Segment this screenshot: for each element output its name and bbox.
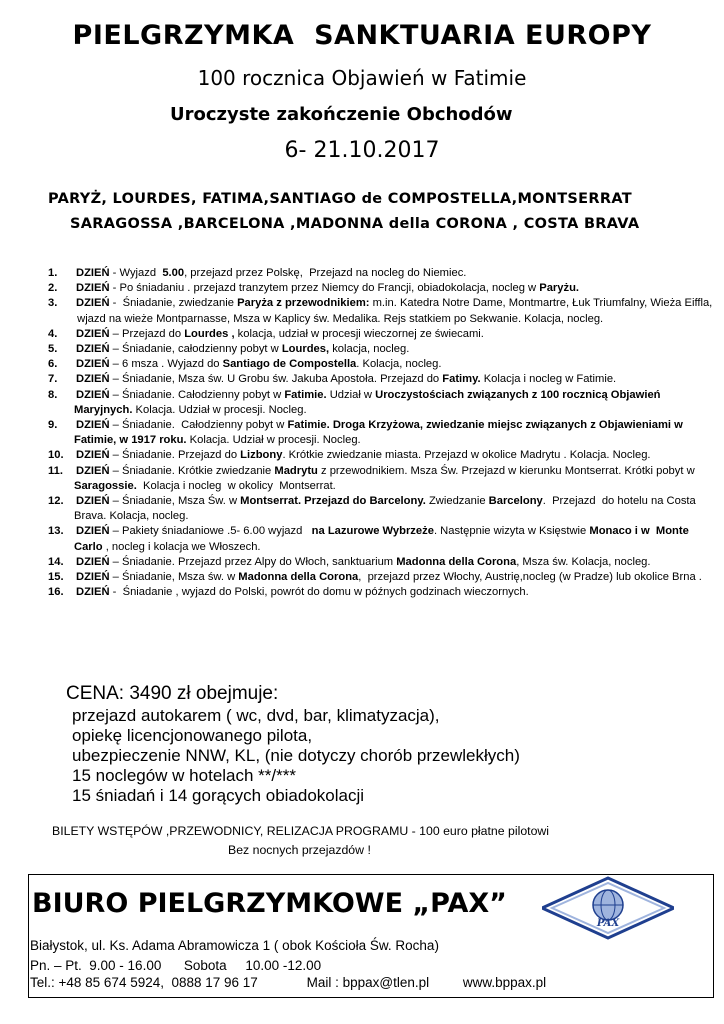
office-hours: Pn. – Pt. 9.00 - 16.00 Sobota 10.00 -12.00 (30, 958, 322, 973)
trip-dates: 6- 21.10.2017 (284, 138, 440, 163)
office-name: BIURO PIELGRZYMKOWE „PAX” (32, 888, 507, 919)
itinerary-day (48, 418, 720, 448)
day-number: 14. (48, 555, 64, 568)
day-number: 1. (48, 267, 58, 279)
day-number: 3. (48, 297, 58, 310)
day-description: – Śniadanie. Całodzienny pobyt w Fatimie. Udział w Uroczystościach związanych z 100 rocznicą Objawień Maryjnych. Kolacja. Udział w procesji. Nocleg. (74, 388, 661, 416)
itinerary-day (48, 266, 720, 281)
day-number: 6. (48, 358, 58, 371)
day-description: – Śniadanie, Msza św. U Grobu św. Jakuba Apostoła. Przejazd do Fatimy. Kolacja i nocleg w Fatimie. (109, 373, 617, 386)
page-subtitle-2: Uroczyste zakończenie Obchodów (170, 104, 513, 125)
day-label: DZIEŃ (76, 464, 110, 477)
itinerary-day (48, 524, 720, 554)
itinerary-day (48, 327, 720, 342)
itinerary-day (48, 555, 720, 570)
price-item: 15 śniadań i 14 gorących obiadokolacji (72, 786, 365, 805)
price-item: ubezpieczenie NNW, KL, (nie dotyczy chorób przewlekłych) (72, 746, 520, 765)
itinerary-day (48, 357, 720, 372)
route-line-2: SARAGOSSA ,BARCELONA ,MADONNA della CORONA , COSTA BRAVA (70, 216, 640, 232)
day-description: - Śniadanie, zwiedzanie Paryża z przewodnikiem: m.in. Katedra Notre Dame, Montmartre, Łuk Triumfalny, Wieża Eiffla, wjazd na wieże Montparnasse, Msza w Kaplicy św. Medalika. Rejs statkiem po Sekwanie. Kolacja, nocleg. (74, 297, 713, 325)
itinerary-day (48, 570, 720, 585)
day-label: DZIEŃ (76, 449, 110, 462)
day-label: DZIEŃ (76, 525, 110, 538)
day-description: – Śniadanie. Krótkie zwiedzanie Madrytu z przewodnikiem. Msza Św. Przejazd w kierunku Montserrat. Krótki pobyt w Saragossie. Kolacja i nocleg w okolicy Montserrat. (74, 464, 695, 492)
day-label: DZIEŃ (76, 571, 110, 584)
itinerary-day (48, 585, 720, 600)
day-description: – Śniadanie, Msza św. w Madonna della Corona, przejazd przez Włochy, Austrię,nocleg (w Pradze) lub okolice Brna . (109, 571, 702, 584)
office-contact: Tel.: +48 85 674 5924, 0888 17 96 17 Mail : bppax@tlen.pl www.bppax.pl (30, 975, 547, 990)
day-label: DZIEŃ (76, 327, 110, 340)
itinerary-day (48, 464, 720, 494)
day-number: 5. (48, 343, 58, 356)
day-number: 12. (48, 495, 64, 508)
day-label: DZIEŃ (76, 267, 110, 279)
day-number: 15. (48, 571, 64, 584)
price-section (66, 683, 520, 806)
day-number: 4. (48, 327, 58, 340)
day-number: 7. (48, 373, 58, 386)
day-description: - Wyjazd 5.00, przejazd przez Polskę, Przejazd na nocleg do Niemiec. (109, 267, 467, 279)
pax-logo (542, 876, 674, 940)
day-label: DZIEŃ (76, 586, 110, 599)
itinerary-list (48, 266, 720, 600)
day-number: 10. (48, 449, 64, 462)
day-label: DZIEŃ (76, 388, 110, 401)
itinerary-day (48, 388, 720, 418)
itinerary-day (48, 494, 720, 524)
day-description: - Śniadanie , wyjazd do Polski, powrót do domu w późnych godzinach wieczornych. (109, 586, 529, 599)
day-number: 2. (48, 282, 58, 295)
day-label: DZIEŃ (76, 358, 110, 371)
day-description: – Pakiety śniadaniowe .5- 6.00 wyjazd na Lazurowe Wybrzeże. Następnie wizyta w Księstwie Monaco i w Monte Carlo , nocleg i kolacja we Włoszech. (74, 525, 689, 553)
price-heading: CENA: 3490 zł obejmuje: (66, 683, 279, 704)
itinerary-day (48, 296, 720, 326)
day-description: – 6 msza . Wyjazd do Santiago de Compostella. Kolacja, nocleg. (109, 358, 442, 371)
day-label: DZIEŃ (76, 419, 110, 432)
itinerary-day (48, 342, 720, 357)
day-description: – Śniadanie, całodzienny pobyt w Lourdes, kolacja, nocleg. (109, 343, 410, 356)
day-label: DZIEŃ (76, 343, 110, 356)
day-number: 13. (48, 525, 64, 538)
page-title: PIELGRZYMKA SANKTUARIA EUROPY (72, 20, 652, 51)
itinerary-day (48, 448, 720, 463)
day-description: - Po śniadaniu . przejazd tranzytem przez Niemcy do Francji, obiadokolacja, nocleg w Paryżu. (109, 282, 580, 295)
day-number: 9. (48, 419, 58, 432)
day-label: DZIEŃ (76, 373, 110, 386)
day-number: 8. (48, 388, 58, 401)
day-label: DZIEŃ (76, 495, 110, 508)
day-number: 16. (48, 586, 64, 599)
day-description: – Przejazd do Lourdes , kolacja, udział w procesji wieczornej ze świecami. (109, 327, 484, 340)
extra-costs-note: BILETY WSTĘPÓW ,PRZEWODNICY, RELIZACJA PROGRAMU - 100 euro płatne pilotowi (52, 824, 550, 838)
page-subtitle: 100 rocznica Objawień w Fatimie (197, 66, 527, 90)
logo-text: PAX (596, 918, 620, 929)
day-description: – Śniadanie. Przejazd przez Alpy do Włoch, sanktuarium Madonna della Corona, Msza św. Kolacja, nocleg. (109, 555, 651, 568)
day-description: – Śniadanie. Przejazd do Lizbony. Krótkie zwiedzanie miasta. Przejazd w okolice Madrytu . Kolacja. Nocleg. (109, 449, 651, 462)
route-line-1: PARYŻ, LOURDES, FATIMA,SANTIAGO de COMPOSTELLA,MONTSERRAT (48, 191, 632, 207)
day-label: DZIEŃ (76, 297, 110, 310)
itinerary-day (48, 372, 720, 387)
no-night-travel-note: Bez nocnych przejazdów ! (228, 843, 371, 857)
price-item: 15 noclegów w hotelach **/*** (72, 766, 296, 785)
itinerary-day (48, 281, 720, 296)
price-item: opiekę licencjonowanego pilota, (72, 726, 313, 745)
office-address: Białystok, ul. Ks. Adama Abramowicza 1 ( obok Kościoła Św. Rocha) (30, 938, 439, 953)
price-item: przejazd autokarem ( wc, dvd, bar, klimatyzacja), (72, 706, 440, 725)
day-number: 11. (48, 464, 63, 477)
day-description: – Śniadanie, Msza Św. w Montserrat. Przejazd do Barcelony. Zwiedzanie Barcelony. Przejazd do hotelu na Costa Brava. Kolacja, nocleg. (74, 495, 696, 523)
day-label: DZIEŃ (76, 555, 110, 568)
day-label: DZIEŃ (76, 282, 110, 295)
day-description: – Śniadanie. Całodzienny pobyt w Fatimie. Droga Krzyżowa, zwiedzanie miejsc związanych z Objawieniami w Fatimie, w 1917 roku. Kolacja. Udział w procesji. Nocleg. (74, 419, 683, 447)
